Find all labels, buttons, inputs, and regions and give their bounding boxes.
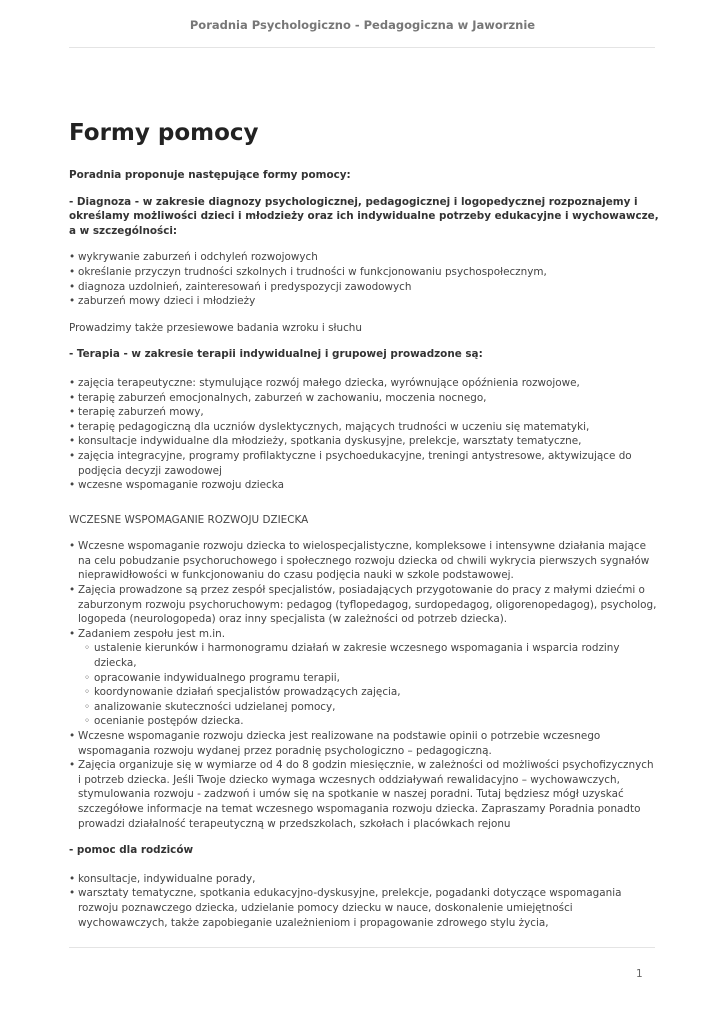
sub-list-item: ◦ ocenianie postępów dziecka. <box>94 714 659 729</box>
sub-list-item: ◦ ustalenie kierunków i harmonogramu działań w zakresie wczesnego wspomagania i wsparcia rodziny dziecka, <box>94 641 659 670</box>
page-number: 1 <box>636 968 643 980</box>
early-support-list <box>69 539 659 831</box>
list-item: • Wczesne wspomaganie rozwoju dziecka to wielospecjalistyczne, kompleksowe i intensywne działania mające na celu pobudzanie psychoruchowego i społecznego rozwoju dziecka od chwili wykrycia pierwszych sygnałów nieprawidłowości w funkcjonowaniu do czasu podjęcia nauki w szkole podstawowej. <box>78 539 659 583</box>
screening-note: Prowadzimy także przesiewowe badania wzroku i słuchu <box>69 321 362 334</box>
list-item: • określanie przyczyn trudności szkolnych i trudności w funkcjonowaniu psychospołecznym, <box>78 265 659 280</box>
list-item: • zajęcia terapeutyczne: stymulujące rozwój małego dziecka, wyrównujące opóźnienia rozwojowe, <box>78 376 659 391</box>
list-item: • Zajęcia organizuje się w wymiarze od 4 do 8 godzin miesięcznie, w zależności od możliwości psychofizycznych i potrzeb dziecka. Jeśli Twoje dziecko wymaga wczesnych oddziaływań rewalidacyjno – wychowawczych, stymulowania rozwoju - zadzwoń i umów się na spotkanie w naszej poradni. Tutaj będziesz mógł uzyskać szczegółowe informacje na temat wczesnego wspomagania rozwoju dziecka. Zapraszamy Poradnia ponadto prowadzi działalność terapeutyczną w przedszkolach, szkołach i placówkach rejonu <box>78 758 659 831</box>
diagnosis-list <box>69 250 659 308</box>
early-support-heading: WCZESNE WSPOMAGANIE ROZWOJU DZIECKA <box>69 513 309 526</box>
list-item: • diagnoza uzdolnień, zainteresowań i predyspozycji zawodowych <box>78 280 659 295</box>
list-item <box>78 627 659 729</box>
sub-list-item: ◦ koordynowanie działań specjalistów prowadzących zajęcia, <box>94 685 659 700</box>
sub-list-item: ◦ opracowanie indywidualnego programu terapii, <box>94 671 659 686</box>
list-item: • Zajęcia prowadzone są przez zespół specjalistów, posiadających przygotowanie do pracy z małymi dziećmi o zaburzonym rozwoju psychoruchowym: pedagog (tyflopedagog, surdopedagog, oligorenopedagog), psycholog, logopeda (neurologopeda) oraz inny specjalista (w zależności od potrzeb dziecka). <box>78 583 659 627</box>
list-item: • zajęcia integracyjne, programy profilaktyczne i psychoedukacyjne, treningi antystresowe, aktywizujące do podjęcia decyzji zawodowej <box>78 449 659 478</box>
page-title: Formy pomocy <box>69 120 259 146</box>
team-tasks-label: Zadaniem zespołu jest m.in. <box>78 627 226 640</box>
list-item: • Wczesne wspomaganie rozwoju dziecka jest realizowane na podstawie opinii o potrzebie wczesnego wspomagania rozwoju wydanej przez poradnię psychologiczno – pedagogiczną. <box>78 729 659 758</box>
list-item: • terapię pedagogiczną dla uczniów dyslektycznych, mających trudności w uczeniu się matematyki, <box>78 420 659 435</box>
team-tasks-sublist <box>78 641 659 729</box>
document-body <box>69 120 659 930</box>
parents-heading: - pomoc dla rodziców <box>69 844 194 857</box>
document-header: Poradnia Psychologiczno - Pedagogiczna w Jaworznie <box>189 18 536 32</box>
sub-list-item: ◦ analizowanie skuteczności udzielanej pomocy, <box>94 700 659 715</box>
list-item: • warsztaty tematyczne, spotkania edukacyjno-dyskusyjne, prelekcje, pogadanki dotyczące wspomagania rozwoju poznawczego dziecka, udzielanie pomocy dziecku w nauce, doskonalenie umiejętności wychowawczych, także zapobieganie uzależnieniom i propagowanie zdrowego stylu życia, <box>78 886 659 930</box>
list-item: • konsultacje indywidualne dla młodzieży, spotkania dyskusyjne, prelekcje, warsztaty tematyczne, <box>78 434 659 449</box>
parents-list <box>69 872 659 930</box>
footer-divider <box>69 947 655 948</box>
intro-text: Poradnia proponuje następujące formy pomocy: <box>69 169 351 181</box>
therapy-list <box>69 376 659 493</box>
list-item: • terapię zaburzeń emocjonalnych, zaburzeń w zachowaniu, moczenia nocnego, <box>78 391 659 406</box>
diagnosis-heading: - Diagnoza - w zakresie diagnozy psychologicznej, pedagogicznej i logopedycznej rozpoznajemy i określamy możliwości dzieci i młodzieży oraz ich indywidualne potrzeby edukacyjne i wychowawcze, a w szczególności: <box>69 195 659 237</box>
list-item: • zaburzeń mowy dzieci i młodzieży <box>78 294 659 309</box>
header-divider <box>69 47 655 48</box>
therapy-heading: - Terapia - w zakresie terapii indywidualnej i grupowej prowadzone są: <box>69 348 483 361</box>
list-item: • wczesne wspomaganie rozwoju dziecka <box>78 478 659 493</box>
list-item: • wykrywanie zaburzeń i odchyleń rozwojowych <box>78 250 659 265</box>
list-item: • konsultacje, indywidualne porady, <box>78 872 659 887</box>
list-item: • terapię zaburzeń mowy, <box>78 405 659 420</box>
